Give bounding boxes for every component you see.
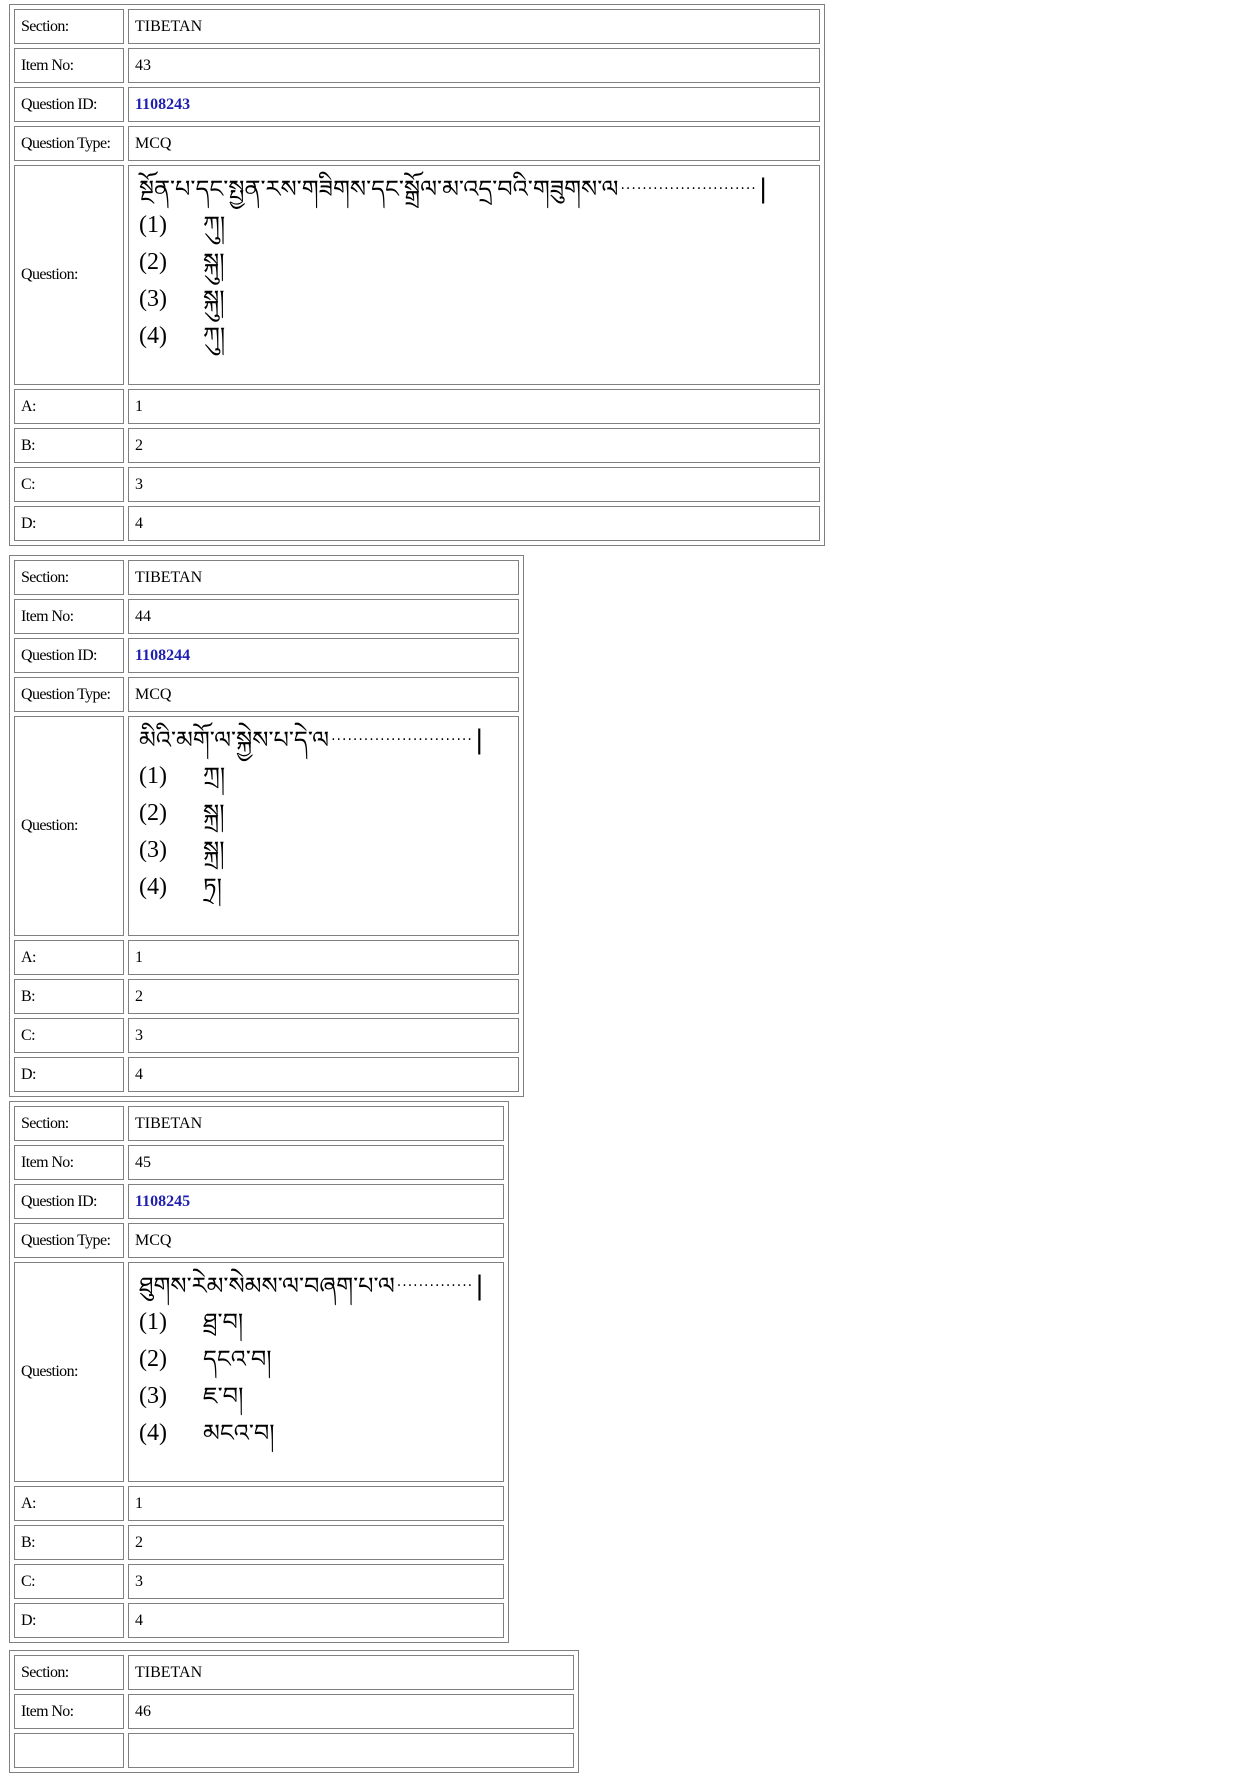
question-content (128, 716, 519, 936)
option-4 (139, 317, 809, 354)
question-card-44 (9, 555, 524, 1097)
option-text: དངའ་བ། (203, 1344, 272, 1373)
blank-dots: ························· (620, 181, 757, 197)
question-type-row (14, 1223, 504, 1258)
option-text: ཀུ། (203, 210, 226, 239)
section-row (14, 560, 519, 595)
answer-c-value: 3 (128, 1564, 504, 1599)
item-no-row (14, 599, 519, 634)
option-number: (2) (139, 248, 167, 275)
item-no-row (14, 48, 820, 83)
item-no-value: 43 (128, 48, 820, 83)
option-text: ཏྲ། (203, 872, 222, 901)
question-content (128, 1262, 504, 1482)
option-4 (139, 868, 508, 905)
section-label: Section: (14, 560, 124, 595)
option-1 (139, 206, 809, 243)
question-type-value: MCQ (128, 1223, 504, 1258)
blank-dots: ·············· (396, 1278, 474, 1294)
shad-mark: | (475, 1271, 484, 1301)
option-3 (139, 280, 809, 317)
answer-d-row (14, 1603, 504, 1638)
answer-b-row (14, 1525, 504, 1560)
question-type-value: MCQ (128, 677, 519, 712)
answer-a-label: A: (14, 1486, 124, 1521)
option-1 (139, 1303, 493, 1340)
option-3 (139, 831, 508, 868)
option-number: (1) (139, 762, 167, 789)
option-number: (4) (139, 1419, 167, 1446)
question-type-row (14, 126, 820, 161)
option-2 (139, 794, 508, 831)
item-no-label: Item No: (14, 1145, 124, 1180)
answer-c-value: 3 (128, 467, 820, 502)
answer-c-label: C: (14, 1018, 124, 1053)
answer-c-label: C: (14, 1564, 124, 1599)
question-stem (139, 172, 809, 206)
question-id-row (14, 1733, 574, 1768)
option-number: (1) (139, 211, 167, 238)
item-no-row (14, 1694, 574, 1729)
option-text: སྐྲ། (203, 835, 225, 864)
answer-b-value: 2 (128, 979, 519, 1014)
answer-c-label: C: (14, 467, 124, 502)
section-row (14, 1106, 504, 1141)
answer-a-row (14, 1486, 504, 1521)
question-type-value: MCQ (128, 126, 820, 161)
option-number: (4) (139, 322, 167, 349)
answer-d-label: D: (14, 1603, 124, 1638)
question-label: Question: (14, 716, 124, 936)
question-id-label (14, 1733, 124, 1768)
item-no-value: 44 (128, 599, 519, 634)
item-no-label: Item No: (14, 599, 124, 634)
answer-a-value: 1 (128, 1486, 504, 1521)
question-stem-text: མིའི་མགོ་ལ་སྐྱེས་པ་དེ་ལ (139, 726, 330, 754)
answer-d-value: 4 (128, 1603, 504, 1638)
answer-a-row (14, 940, 519, 975)
question-row (14, 1262, 504, 1482)
option-number: (3) (139, 836, 167, 863)
answer-a-row (14, 389, 820, 424)
answer-a-value: 1 (128, 940, 519, 975)
option-text: སྐྲ། (203, 798, 225, 827)
answer-d-value: 4 (128, 506, 820, 541)
question-row (14, 716, 519, 936)
question-id-label: Question ID: (14, 87, 124, 122)
item-no-row (14, 1145, 504, 1180)
shad-mark: | (758, 174, 768, 204)
question-stem-text: སྔོན་པ་དང་སྤྱན་རས་གཟིགས་དང་སྒྲོལ་མ་འདྲ་བའི་གཟུགས་ལ (139, 175, 619, 203)
section-row (14, 1655, 574, 1690)
option-text: ཀུ། (203, 321, 226, 350)
question-id-value: 1108243 (128, 87, 820, 122)
option-text: ཀྲ། (203, 761, 226, 790)
question-id-value (128, 1733, 574, 1768)
answer-b-label: B: (14, 428, 124, 463)
option-number: (4) (139, 873, 167, 900)
item-no-label: Item No: (14, 48, 124, 83)
answer-b-row (14, 428, 820, 463)
answer-c-row (14, 1564, 504, 1599)
option-text: ཐྲ་བ། (203, 1307, 244, 1336)
question-stem (139, 723, 508, 757)
answer-d-label: D: (14, 506, 124, 541)
section-label: Section: (14, 1106, 124, 1141)
question-row (14, 165, 820, 385)
answer-c-row (14, 467, 820, 502)
question-id-value: 1108245 (128, 1184, 504, 1219)
option-text: སྐུ། (203, 247, 225, 276)
question-type-label: Question Type: (14, 126, 124, 161)
answer-a-label: A: (14, 940, 124, 975)
question-id-row (14, 87, 820, 122)
question-stem-text: ཐུགས་རེམ་སེམས་ལ་བཞག་པ་ལ (139, 1272, 395, 1300)
section-label: Section: (14, 1655, 124, 1690)
question-id-value: 1108244 (128, 638, 519, 673)
answer-d-label: D: (14, 1057, 124, 1092)
question-content (128, 165, 820, 385)
answer-b-value: 2 (128, 428, 820, 463)
section-value: TIBETAN (128, 1655, 574, 1690)
question-type-label: Question Type: (14, 1223, 124, 1258)
question-type-label: Question Type: (14, 677, 124, 712)
option-text: མངའ་བ། (203, 1418, 275, 1447)
option-text: ཇ་བ། (203, 1381, 244, 1410)
option-4 (139, 1414, 493, 1451)
answer-a-value: 1 (128, 389, 820, 424)
question-id-label: Question ID: (14, 638, 124, 673)
answer-a-label: A: (14, 389, 124, 424)
question-stem (139, 1269, 493, 1303)
answer-c-row (14, 1018, 519, 1053)
question-card-45 (9, 1101, 509, 1643)
answer-b-label: B: (14, 1525, 124, 1560)
question-label: Question: (14, 1262, 124, 1482)
question-card-43 (9, 4, 825, 546)
section-value: TIBETAN (128, 1106, 504, 1141)
answer-b-row (14, 979, 519, 1014)
question-id-row (14, 638, 519, 673)
section-row (14, 9, 820, 44)
answer-d-value: 4 (128, 1057, 519, 1092)
item-no-value: 46 (128, 1694, 574, 1729)
question-id-label: Question ID: (14, 1184, 124, 1219)
option-2 (139, 1340, 493, 1377)
answer-d-row (14, 1057, 519, 1092)
answer-c-value: 3 (128, 1018, 519, 1053)
option-text: སྐུ། (203, 284, 225, 313)
answer-d-row (14, 506, 820, 541)
shad-mark: | (474, 725, 484, 755)
section-value: TIBETAN (128, 9, 820, 44)
item-no-value: 45 (128, 1145, 504, 1180)
blank-dots: ·························· (331, 732, 473, 748)
section-value: TIBETAN (128, 560, 519, 595)
option-number: (1) (139, 1308, 167, 1335)
answer-b-label: B: (14, 979, 124, 1014)
question-id-row (14, 1184, 504, 1219)
option-1 (139, 757, 508, 794)
option-2 (139, 243, 809, 280)
question-type-row (14, 677, 519, 712)
item-no-label: Item No: (14, 1694, 124, 1729)
answer-b-value: 2 (128, 1525, 504, 1560)
section-label: Section: (14, 9, 124, 44)
option-number: (2) (139, 799, 167, 826)
option-number: (2) (139, 1345, 167, 1372)
question-label: Question: (14, 165, 124, 385)
option-number: (3) (139, 285, 167, 312)
option-number: (3) (139, 1382, 167, 1409)
option-3 (139, 1377, 493, 1414)
